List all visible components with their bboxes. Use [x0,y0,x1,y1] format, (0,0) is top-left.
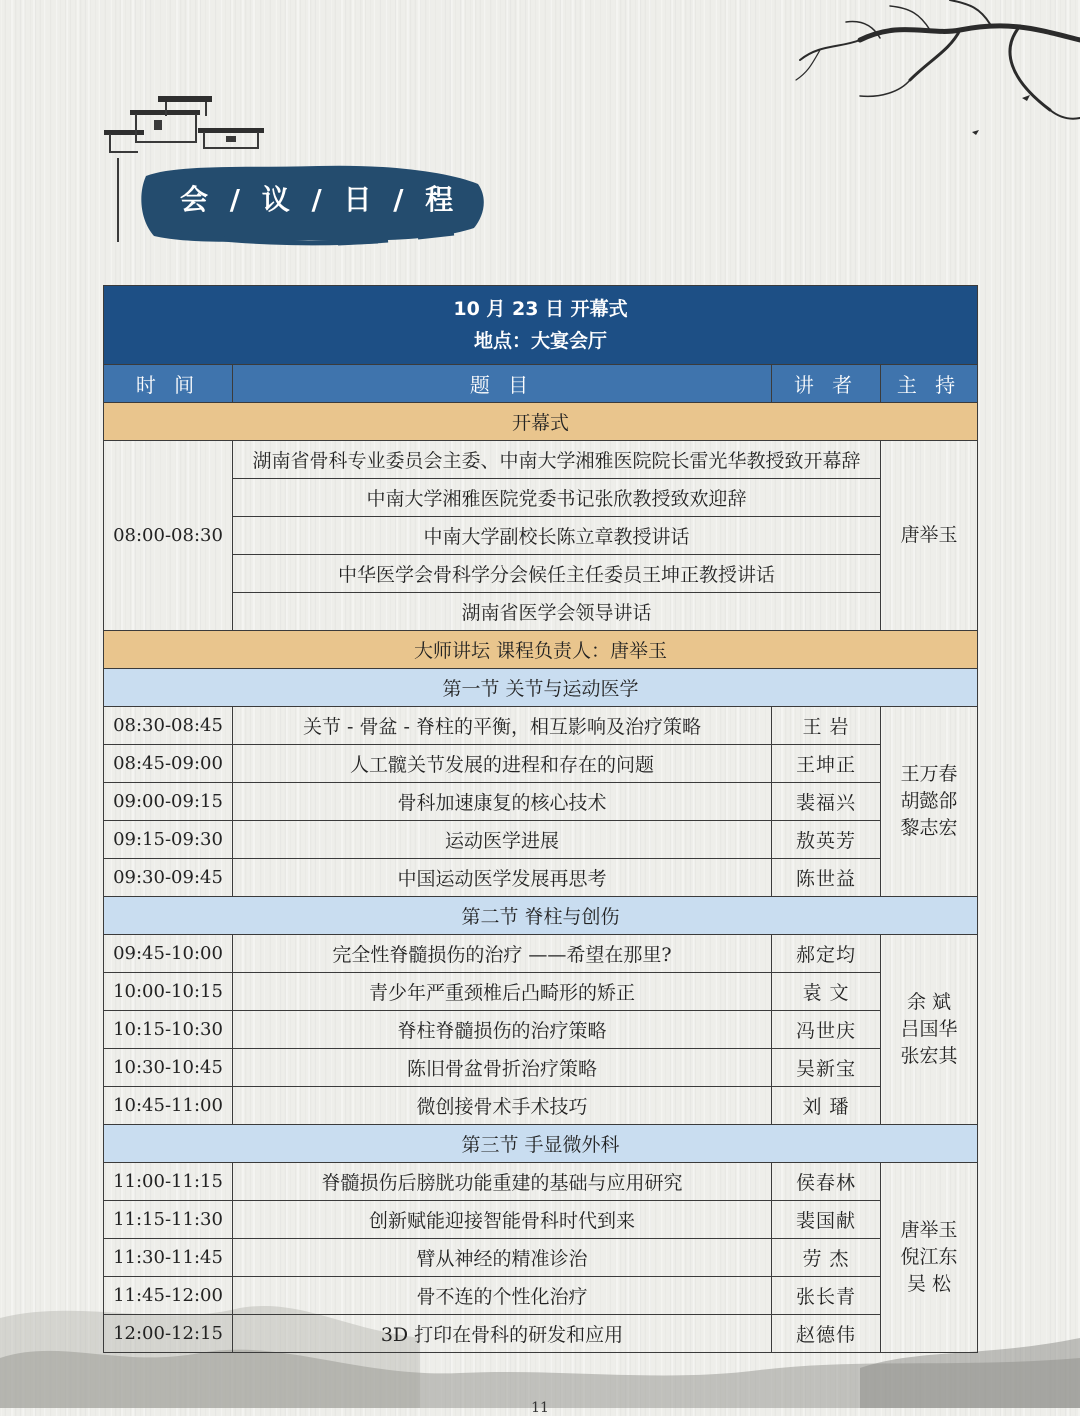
time-cell: 10:30-10:45 [104,1049,233,1087]
section-title: 开幕式 [104,403,978,441]
time-cell: 11:00-11:15 [104,1163,233,1201]
host-name: 倪江东 [900,1246,958,1268]
speaker-cell: 陈世益 [772,859,881,897]
time-cell: 10:15-10:30 [104,1011,233,1049]
schedule-row [104,745,978,783]
time-cell: 12:00-12:15 [104,1315,233,1353]
speaker-cell: 赵德伟 [772,1315,881,1353]
time-cell: 09:00-09:15 [104,783,233,821]
tree-branch-decoration [760,0,1080,150]
host-name: 胡懿郃 [900,790,958,812]
schedule-row [104,973,978,1011]
section-row-forum [104,631,978,669]
speaker-cell: 王坤正 [772,745,881,783]
time-cell: 09:15-09:30 [104,821,233,859]
subsection-title: 第三节 手显微外科 [104,1125,978,1163]
time-cell: 11:15-11:30 [104,1201,233,1239]
venue: 地点：大宴会厅 [474,330,608,352]
schedule-row [104,1011,978,1049]
subsection-row [104,897,978,935]
subsection-row [104,669,978,707]
time-cell: 10:00-10:15 [104,973,233,1011]
time-cell: 11:30-11:45 [104,1239,233,1277]
host-name: 王万春 [900,763,958,785]
speaker-cell: 裴国献 [772,1201,881,1239]
topic-cell: 人工髋关节发展的进程和存在的问题 [233,745,772,783]
host-name: 吴 松 [906,1273,952,1295]
topic-cell: 骨科加速康复的核心技术 [233,783,772,821]
host-name: 唐举玉 [900,1219,958,1241]
schedule-row [104,783,978,821]
opening-row [104,555,978,593]
column-header-speaker: 讲 者 [772,365,881,403]
speaker-cell: 冯世庆 [772,1011,881,1049]
topic-cell: 中华医学会骨科学分会候任主任委员王坤正教授讲话 [233,555,881,593]
column-header-time: 时 间 [104,365,233,403]
topic-cell: 3D 打印在骨科的研发和应用 [233,1315,772,1353]
speaker-cell: 张长青 [772,1277,881,1315]
topic-cell: 中国运动医学发展再思考 [233,859,772,897]
schedule-header [104,286,978,365]
topic-cell: 陈旧骨盆骨折治疗策略 [233,1049,772,1087]
opening-row [104,479,978,517]
speaker-cell: 王 岩 [772,707,881,745]
column-header-row [104,365,978,403]
topic-cell: 湖南省医学会领导讲话 [233,593,881,631]
topic-cell: 臂从神经的精准诊治 [233,1239,772,1277]
subsection-title: 第一节 关节与运动医学 [104,669,978,707]
schedule-row [104,859,978,897]
speaker-cell: 吴新宝 [772,1049,881,1087]
opening-row [104,517,978,555]
schedule-row [104,1087,978,1125]
topic-cell: 骨不连的个性化治疗 [233,1277,772,1315]
time-cell: 10:45-11:00 [104,1087,233,1125]
section-row-opening [104,403,978,441]
host-cell [881,707,978,897]
schedule-header-row [104,286,978,365]
column-header-topic: 题 目 [233,365,772,403]
topic-cell: 脊柱脊髓损伤的治疗策略 [233,1011,772,1049]
time-cell: 09:45-10:00 [104,935,233,973]
schedule-row [104,1049,978,1087]
page-number: 11 [531,1400,549,1416]
speaker-cell: 郝定均 [772,935,881,973]
speaker-cell: 刘 璠 [772,1087,881,1125]
host-cell: 唐举玉 [881,441,978,631]
schedule-row [104,821,978,859]
time-cell: 09:30-09:45 [104,859,233,897]
topic-cell: 关节 - 骨盆 - 脊柱的平衡，相互影响及治疗策略 [233,707,772,745]
speaker-cell: 敖英芳 [772,821,881,859]
host-cell [881,1163,978,1353]
topic-cell: 完全性脊髓损伤的治疗 ——希望在那里? [233,935,772,973]
date-title: 10 月 23 日 开幕式 [453,298,628,320]
host-name: 张宏其 [900,1045,958,1067]
time-cell: 08:45-09:00 [104,745,233,783]
topic-cell: 脊髓损伤后膀胱功能重建的基础与应用研究 [233,1163,772,1201]
host-cell [881,935,978,1125]
schedule-row [104,1163,978,1201]
schedule-table [103,285,978,1353]
subsection-row [104,1125,978,1163]
topic-cell: 中南大学副校长陈立章教授讲话 [233,517,881,555]
schedule-row [104,935,978,973]
speaker-cell: 劳 杰 [772,1239,881,1277]
schedule-row [104,1239,978,1277]
schedule-row [104,1201,978,1239]
topic-cell: 运动医学进展 [233,821,772,859]
schedule-row [104,1315,978,1353]
forum-title: 大师讲坛 课程负责人：唐举玉 [104,631,978,669]
column-header-host: 主 持 [881,365,978,403]
page-title: 会 / 议 / 日 / 程 [180,183,460,216]
host-name: 黎志宏 [900,817,958,839]
opening-row [104,593,978,631]
host-name: 吕国华 [900,1018,958,1040]
host-name: 余 斌 [906,991,952,1013]
topic-cell: 湖南省骨科专业委员会主委、中南大学湘雅医院院长雷光华教授致开幕辞 [233,441,881,479]
topic-cell: 微创接骨术手术技巧 [233,1087,772,1125]
topic-cell: 中南大学湘雅医院党委书记张欣教授致欢迎辞 [233,479,881,517]
speaker-cell: 袁 文 [772,973,881,1011]
speaker-cell: 侯春林 [772,1163,881,1201]
speaker-cell: 裴福兴 [772,783,881,821]
opening-row [104,441,978,479]
topic-cell: 创新赋能迎接智能骨科时代到来 [233,1201,772,1239]
schedule-row [104,707,978,745]
topic-cell: 青少年严重颈椎后凸畸形的矫正 [233,973,772,1011]
subsection-title: 第二节 脊柱与创伤 [104,897,978,935]
time-cell: 11:45-12:00 [104,1277,233,1315]
time-cell: 08:30-08:45 [104,707,233,745]
time-cell: 08:00-08:30 [104,441,233,631]
schedule-row [104,1277,978,1315]
